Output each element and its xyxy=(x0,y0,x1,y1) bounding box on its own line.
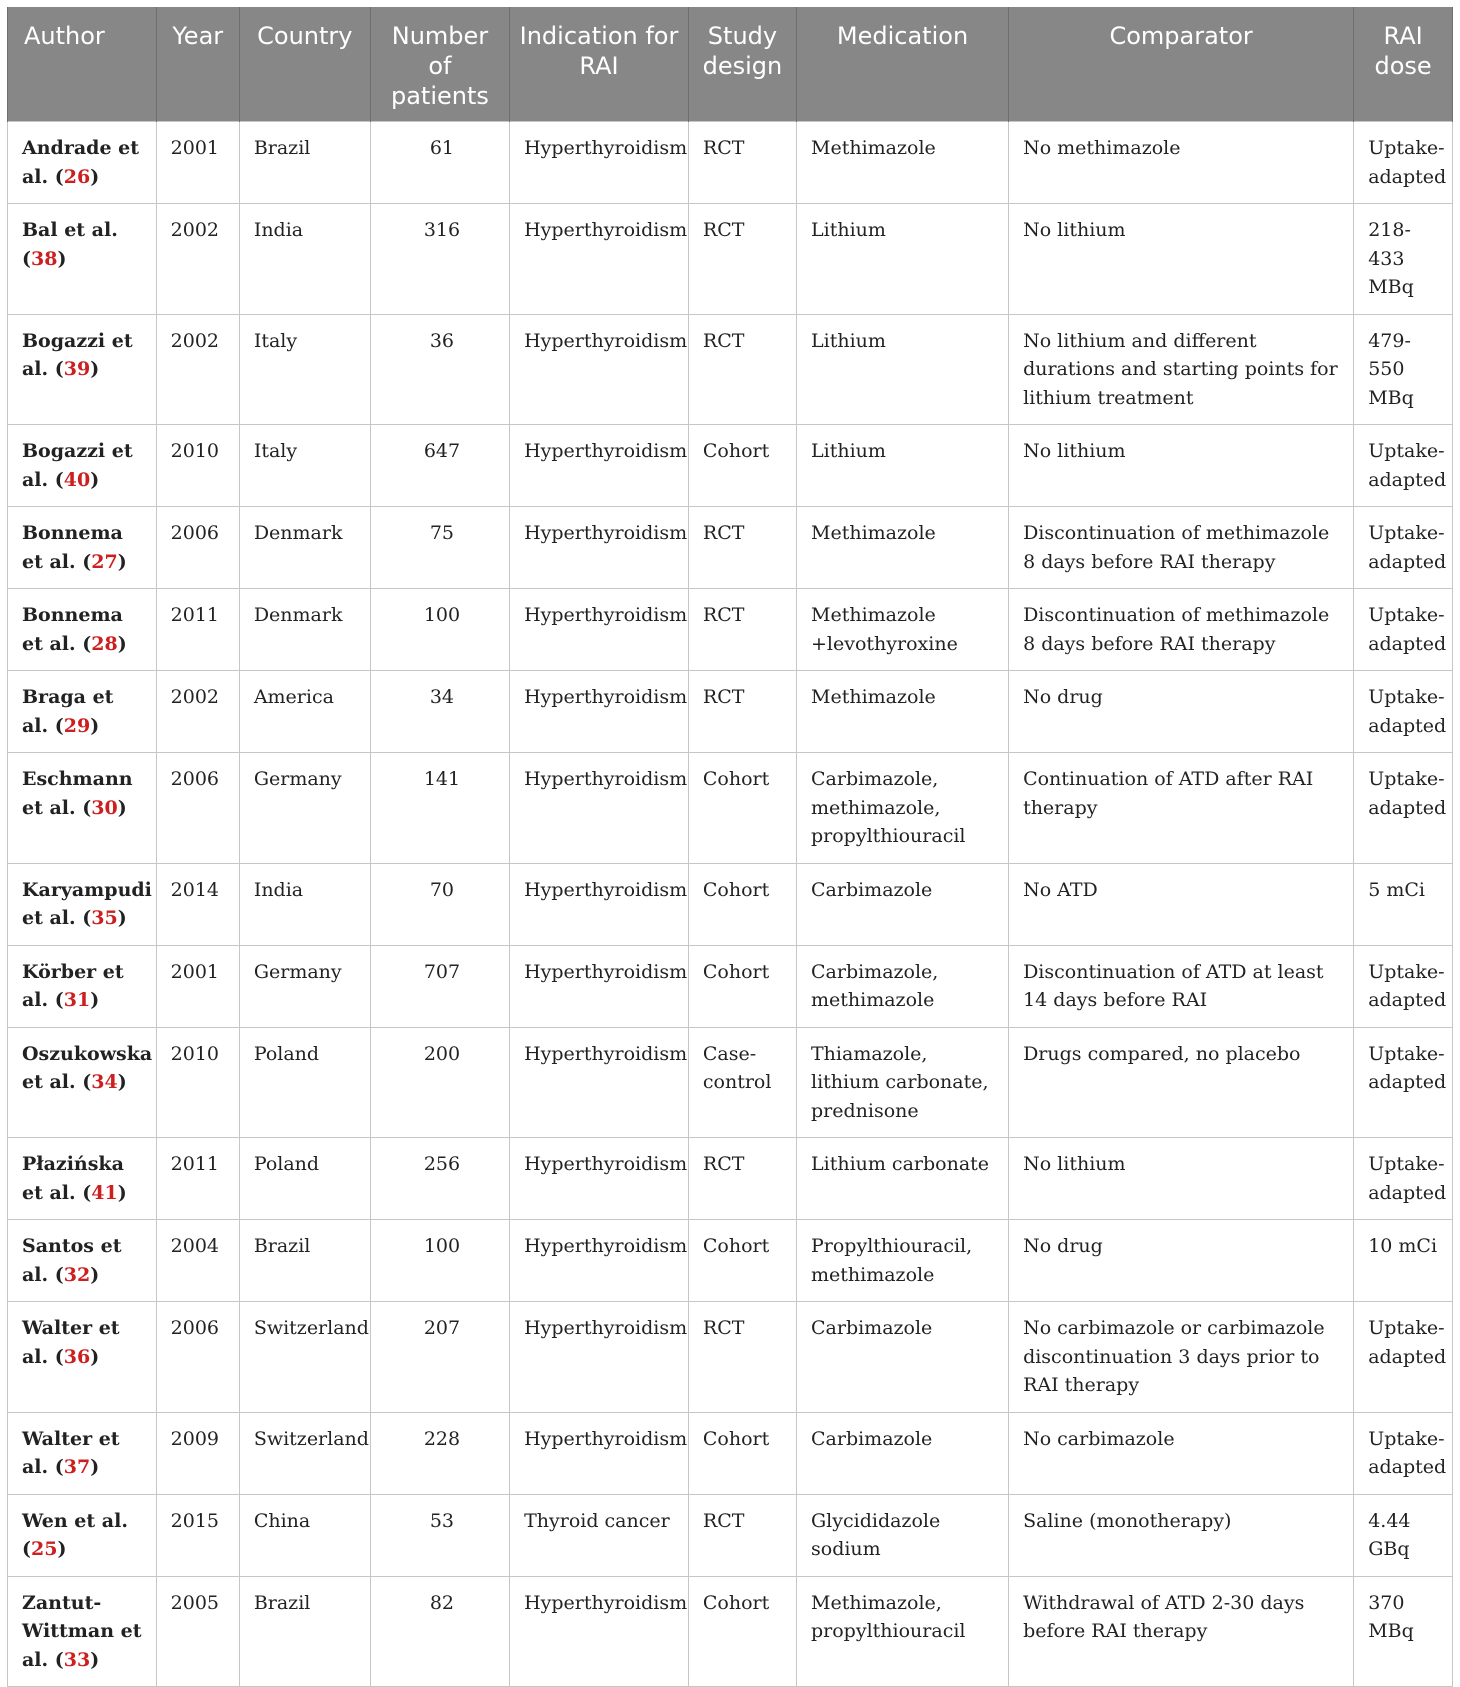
cell-indication: Hyperthyroidism xyxy=(510,204,689,315)
reference-link[interactable]: 34 xyxy=(91,1071,118,1093)
cell-dose: 479-550 MBq xyxy=(1354,314,1453,425)
cell-comparator: No lithium xyxy=(1009,425,1354,507)
reference-link[interactable]: 31 xyxy=(63,989,91,1011)
cell-country: India xyxy=(239,863,370,945)
cell-author: Walter et al. (37) xyxy=(8,1412,157,1494)
table-row xyxy=(8,1138,1453,1220)
cell-country: China xyxy=(239,1494,370,1576)
cell-country: Brazil xyxy=(239,122,370,204)
cell-dose: 218-433 MBq xyxy=(1354,204,1453,315)
cell-patients: 141 xyxy=(370,753,509,864)
cell-year: 2002 xyxy=(156,204,239,315)
cell-author: Bogazzi et al. (39) xyxy=(8,314,157,425)
cell-dose: Uptake-adapted xyxy=(1354,1138,1453,1220)
cell-dose: Uptake-adapted xyxy=(1354,589,1453,671)
cell-indication: Hyperthyroidism xyxy=(510,122,689,204)
cell-patients: 70 xyxy=(370,863,509,945)
header-indication: Indication for RAI xyxy=(510,7,689,122)
cell-comparator: No drug xyxy=(1009,1220,1354,1302)
cell-dose: 4.44 GBq xyxy=(1354,1494,1453,1576)
cell-indication: Hyperthyroidism xyxy=(510,1412,689,1494)
table-row xyxy=(8,204,1453,315)
cell-dose: Uptake-adapted xyxy=(1354,1412,1453,1494)
author-name: Walter et al. xyxy=(22,1427,120,1478)
cell-patients: 82 xyxy=(370,1576,509,1687)
author-name: Braga et al. xyxy=(22,686,114,737)
cell-patients: 647 xyxy=(370,425,509,507)
cell-design: Cohort xyxy=(688,1412,796,1494)
reference-link[interactable]: 41 xyxy=(91,1181,118,1204)
cell-patients: 200 xyxy=(370,1027,509,1138)
author-name: Karyampudi et al. xyxy=(22,878,152,929)
cell-year: 2001 xyxy=(156,945,239,1027)
table-row xyxy=(8,1412,1453,1494)
cell-design: RCT xyxy=(688,589,796,671)
cell-author: Bonnema et al. (27) xyxy=(8,507,157,589)
cell-dose: Uptake-adapted xyxy=(1354,507,1453,589)
cell-medication: Lithium xyxy=(797,314,1009,425)
cell-indication: Hyperthyroidism xyxy=(510,589,689,671)
reference-link[interactable]: 30 xyxy=(91,796,118,819)
cell-country: Denmark xyxy=(239,507,370,589)
cell-country: Poland xyxy=(239,1027,370,1138)
cell-comparator: No drug xyxy=(1009,671,1354,753)
cell-medication: Methimazole +levothyroxine xyxy=(797,589,1009,671)
reference-link[interactable]: 28 xyxy=(91,632,118,655)
cell-country: India xyxy=(239,204,370,315)
cell-author: Wen et al. (25) xyxy=(8,1494,157,1576)
cell-patients: 53 xyxy=(370,1494,509,1576)
cell-comparator: No ATD xyxy=(1009,863,1354,945)
cell-patients: 75 xyxy=(370,507,509,589)
author-name: Zantut-Wittman et al. xyxy=(22,1591,142,1671)
cell-country: Germany xyxy=(239,753,370,864)
reference-link[interactable]: 33 xyxy=(63,1648,91,1671)
cell-design: RCT xyxy=(688,1138,796,1220)
cell-design: Cohort xyxy=(688,1220,796,1302)
cell-comparator: Continuation of ATD after RAI therapy xyxy=(1009,753,1354,864)
cell-patients: 707 xyxy=(370,945,509,1027)
cell-comparator: Withdrawal of ATD 2-30 days before RAI therapy xyxy=(1009,1576,1354,1687)
table-row xyxy=(8,753,1453,864)
cell-medication: Carbimazole xyxy=(797,1302,1009,1413)
cell-author: Andrade et al. (26) xyxy=(8,122,157,204)
cell-comparator: Drugs compared, no placebo xyxy=(1009,1027,1354,1138)
reference-link[interactable]: 37 xyxy=(63,1456,91,1478)
cell-design: RCT xyxy=(688,314,796,425)
reference-link[interactable]: 36 xyxy=(63,1345,91,1368)
table-row xyxy=(8,1494,1453,1576)
cell-author: Santos et al. (32) xyxy=(8,1220,157,1302)
cell-dose: Uptake-adapted xyxy=(1354,425,1453,507)
cell-indication: Hyperthyroidism xyxy=(510,507,689,589)
cell-year: 2010 xyxy=(156,1027,239,1138)
header-author: Author xyxy=(8,7,157,122)
cell-comparator: No methimazole xyxy=(1009,122,1354,204)
cell-dose: 10 mCi xyxy=(1354,1220,1453,1302)
cell-comparator: No carbimazole or carbimazole discontinuation 3 days prior to RAI therapy xyxy=(1009,1302,1354,1413)
cell-comparator: Discontinuation of methimazole 8 days before RAI therapy xyxy=(1009,507,1354,589)
cell-year: 2005 xyxy=(156,1576,239,1687)
table-row xyxy=(8,589,1453,671)
cell-country: Switzerland xyxy=(239,1412,370,1494)
table-row xyxy=(8,945,1453,1027)
cell-patients: 34 xyxy=(370,671,509,753)
cell-country: Italy xyxy=(239,314,370,425)
cell-indication: Hyperthyroidism xyxy=(510,1027,689,1138)
cell-country: America xyxy=(239,671,370,753)
cell-author: Körber et al. (31) xyxy=(8,945,157,1027)
cell-medication: Carbimazole xyxy=(797,1412,1009,1494)
header-dose: RAI dose xyxy=(1354,7,1453,122)
cell-design: RCT xyxy=(688,671,796,753)
table-row xyxy=(8,1302,1453,1413)
cell-year: 2006 xyxy=(156,753,239,864)
table-row xyxy=(8,314,1453,425)
table-container xyxy=(7,7,1453,1687)
table-row xyxy=(8,122,1453,204)
header-row xyxy=(8,7,1453,122)
cell-comparator: Discontinuation of ATD at least 14 days before RAI xyxy=(1009,945,1354,1027)
cell-design: RCT xyxy=(688,122,796,204)
cell-country: Denmark xyxy=(239,589,370,671)
cell-author: Walter et al. (36) xyxy=(8,1302,157,1413)
cell-medication: Lithium xyxy=(797,204,1009,315)
cell-dose: 5 mCi xyxy=(1354,863,1453,945)
cell-patients: 256 xyxy=(370,1138,509,1220)
cell-dose: Uptake-adapted xyxy=(1354,1302,1453,1413)
cell-country: Italy xyxy=(239,425,370,507)
reference-link[interactable]: 29 xyxy=(63,714,91,737)
reference-link[interactable]: 32 xyxy=(63,1263,91,1286)
header-medication: Medication xyxy=(797,7,1009,122)
header-comparator: Comparator xyxy=(1009,7,1354,122)
cell-author: Płazińska et al. (41) xyxy=(8,1138,157,1220)
cell-dose: Uptake-adapted xyxy=(1354,945,1453,1027)
author-name: Płazińska et al. xyxy=(22,1153,124,1204)
author-name: Santos et al. xyxy=(22,1235,122,1286)
cell-author: Oszukowska et al. (34) xyxy=(8,1027,157,1138)
cell-indication: Hyperthyroidism xyxy=(510,671,689,753)
cell-author: Bogazzi et al. (40) xyxy=(8,425,157,507)
author-name: Bogazzi et al. xyxy=(22,329,133,380)
cell-country: Switzerland xyxy=(239,1302,370,1413)
cell-year: 2006 xyxy=(156,1302,239,1413)
author-name: Bal et al. xyxy=(22,219,118,241)
cell-indication: Thyroid cancer xyxy=(510,1494,689,1576)
table-row xyxy=(8,671,1453,753)
cell-country: Germany xyxy=(239,945,370,1027)
cell-patients: 100 xyxy=(370,589,509,671)
cell-country: Brazil xyxy=(239,1576,370,1687)
cell-author: Bonnema et al. (28) xyxy=(8,589,157,671)
reference-link[interactable]: 27 xyxy=(91,550,118,573)
cell-indication: Hyperthyroidism xyxy=(510,753,689,864)
cell-medication: Methimazole xyxy=(797,122,1009,204)
cell-medication: Lithium carbonate xyxy=(797,1138,1009,1220)
table-row xyxy=(8,425,1453,507)
cell-comparator: Discontinuation of methimazole 8 days before RAI therapy xyxy=(1009,589,1354,671)
cell-dose: Uptake-adapted xyxy=(1354,753,1453,864)
cell-medication: Methimazole, propylthiouracil xyxy=(797,1576,1009,1687)
cell-medication: Glycididazole sodium xyxy=(797,1494,1009,1576)
cell-comparator: Saline (monotherapy) xyxy=(1009,1494,1354,1576)
cell-year: 2011 xyxy=(156,589,239,671)
table-row xyxy=(8,1576,1453,1687)
reference-link[interactable]: 26 xyxy=(63,165,91,188)
cell-design: Cohort xyxy=(688,753,796,864)
cell-author: Eschmann et al. (30) xyxy=(8,753,157,864)
reference-link[interactable]: 40 xyxy=(63,468,91,491)
cell-design: Cohort xyxy=(688,863,796,945)
reference-link[interactable]: 38 xyxy=(31,247,58,270)
author-name: Wen et al. xyxy=(22,1509,128,1532)
cell-dose: Uptake-adapted xyxy=(1354,1027,1453,1138)
cell-medication: Lithium xyxy=(797,425,1009,507)
table-row xyxy=(8,863,1453,945)
cell-comparator: No lithium xyxy=(1009,204,1354,315)
cell-author: Braga et al. (29) xyxy=(8,671,157,753)
table-row xyxy=(8,507,1453,589)
cell-year: 2002 xyxy=(156,314,239,425)
cell-indication: Hyperthyroidism xyxy=(510,1302,689,1413)
author-name: Andrade et al. xyxy=(22,137,140,188)
cell-patients: 100 xyxy=(370,1220,509,1302)
author-name: Bonnema et al. xyxy=(22,604,123,655)
header-design: Study design xyxy=(688,7,796,122)
cell-medication: Methimazole xyxy=(797,671,1009,753)
cell-year: 2002 xyxy=(156,671,239,753)
table-header xyxy=(8,7,1453,122)
cell-patients: 61 xyxy=(370,122,509,204)
cell-dose: Uptake-adapted xyxy=(1354,671,1453,753)
cell-indication: Hyperthyroidism xyxy=(510,425,689,507)
cell-medication: Propylthiouracil, methimazole xyxy=(797,1220,1009,1302)
author-name: Bonnema et al. xyxy=(22,522,123,573)
cell-design: RCT xyxy=(688,1302,796,1413)
cell-medication: Carbimazole, methimazole xyxy=(797,945,1009,1027)
cell-medication: Carbimazole, methimazole, propylthiouracil xyxy=(797,753,1009,864)
cell-dose: Uptake-adapted xyxy=(1354,122,1453,204)
reference-link[interactable]: 39 xyxy=(63,358,91,380)
cell-year: 2010 xyxy=(156,425,239,507)
cell-year: 2014 xyxy=(156,863,239,945)
cell-year: 2015 xyxy=(156,1494,239,1576)
cell-dose: 370 MBq xyxy=(1354,1576,1453,1687)
table-body xyxy=(8,122,1453,1687)
cell-year: 2006 xyxy=(156,507,239,589)
table-row xyxy=(8,1220,1453,1302)
cell-design: RCT xyxy=(688,507,796,589)
cell-medication: Methimazole xyxy=(797,507,1009,589)
cell-medication: Carbimazole xyxy=(797,863,1009,945)
cell-year: 2009 xyxy=(156,1412,239,1494)
cell-indication: Hyperthyroidism xyxy=(510,314,689,425)
author-name: Eschmann et al. xyxy=(22,768,133,819)
cell-patients: 207 xyxy=(370,1302,509,1413)
author-name: Bogazzi et al. xyxy=(22,440,133,491)
cell-design: Cohort xyxy=(688,1576,796,1687)
cell-indication: Hyperthyroidism xyxy=(510,945,689,1027)
studies-table xyxy=(7,7,1453,1687)
header-country: Country xyxy=(239,7,370,122)
cell-design: Case-control xyxy=(688,1027,796,1138)
cell-author: Bal et al. (38) xyxy=(8,204,157,315)
cell-design: Cohort xyxy=(688,425,796,507)
cell-country: Brazil xyxy=(239,1220,370,1302)
cell-year: 2011 xyxy=(156,1138,239,1220)
cell-comparator: No lithium xyxy=(1009,1138,1354,1220)
cell-author: Karyampudi et al. (35) xyxy=(8,863,157,945)
cell-country: Poland xyxy=(239,1138,370,1220)
cell-medication: Thiamazole, lithium carbonate, prednisone xyxy=(797,1027,1009,1138)
cell-indication: Hyperthyroidism xyxy=(510,1138,689,1220)
table-row xyxy=(8,1027,1453,1138)
cell-design: RCT xyxy=(688,1494,796,1576)
cell-indication: Hyperthyroidism xyxy=(510,863,689,945)
cell-patients: 316 xyxy=(370,204,509,315)
header-patients: Number of patients xyxy=(370,7,509,122)
cell-indication: Hyperthyroidism xyxy=(510,1576,689,1687)
cell-author: Zantut-Wittman et al. (33) xyxy=(8,1576,157,1687)
cell-comparator: No lithium and different durations and starting points for lithium treatment xyxy=(1009,314,1354,425)
cell-comparator: No carbimazole xyxy=(1009,1412,1354,1494)
author-name: Walter et al. xyxy=(22,1317,120,1368)
reference-link[interactable]: 25 xyxy=(31,1538,58,1560)
reference-link[interactable]: 35 xyxy=(91,907,118,929)
cell-indication: Hyperthyroidism xyxy=(510,1220,689,1302)
header-year: Year xyxy=(156,7,239,122)
cell-year: 2004 xyxy=(156,1220,239,1302)
cell-year: 2001 xyxy=(156,122,239,204)
cell-design: RCT xyxy=(688,204,796,315)
author-name: Körber et al. xyxy=(22,960,124,1011)
cell-patients: 228 xyxy=(370,1412,509,1494)
cell-patients: 36 xyxy=(370,314,509,425)
author-name: Oszukowska et al. xyxy=(22,1042,153,1093)
cell-design: Cohort xyxy=(688,945,796,1027)
